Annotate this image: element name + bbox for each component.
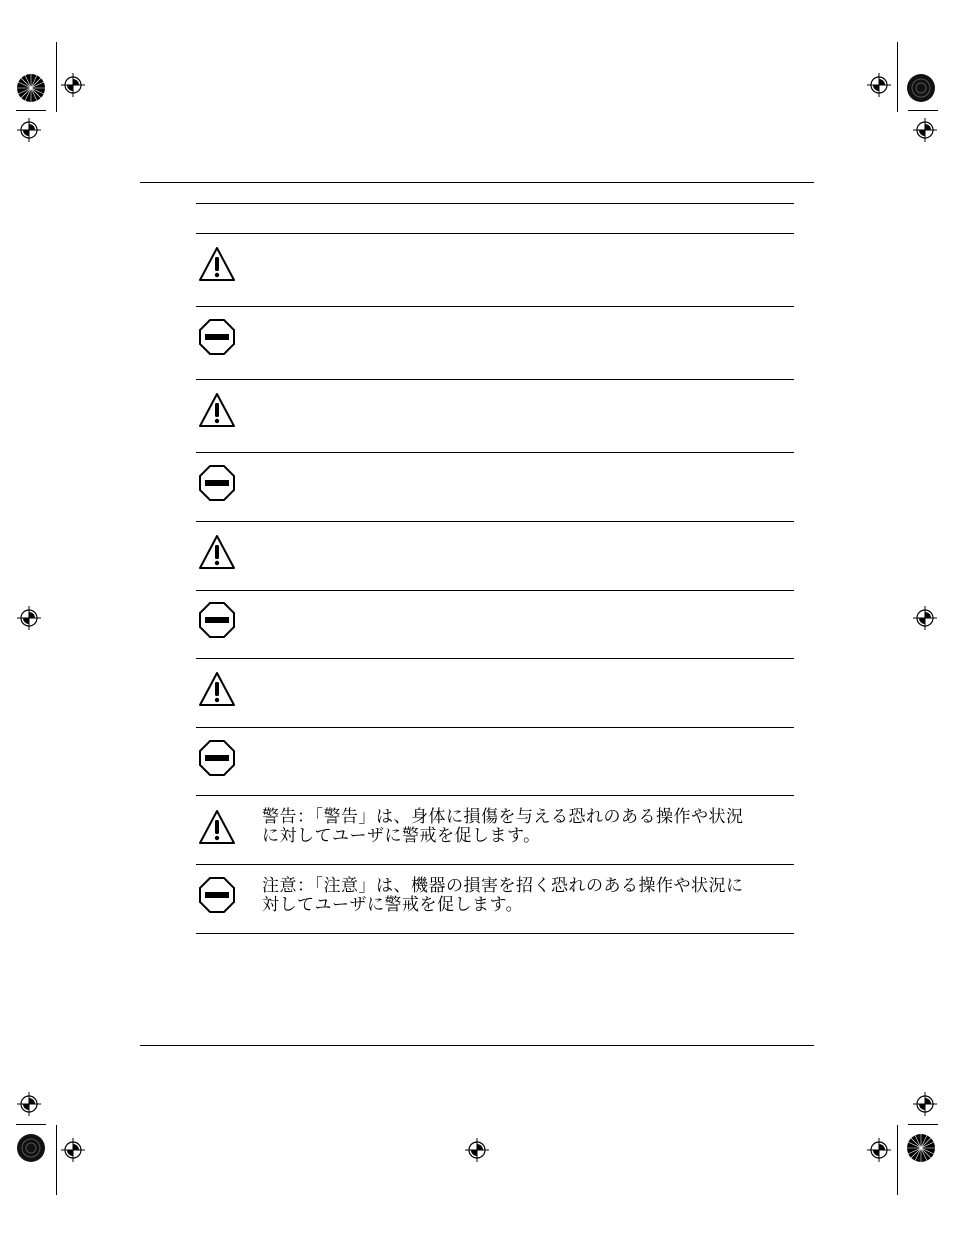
warning-triangle-icon <box>198 808 236 846</box>
row-divider <box>196 590 794 591</box>
warning-triangle-icon <box>198 670 236 708</box>
stop-octagon-icon <box>198 464 236 502</box>
warning-triangle-icon <box>198 533 236 571</box>
stop-octagon-icon <box>198 601 236 639</box>
warning-triangle-icon <box>198 245 236 283</box>
row-divider <box>196 379 794 380</box>
stop-octagon-icon <box>198 318 236 356</box>
row-divider <box>196 452 794 453</box>
row-divider <box>196 521 794 522</box>
warning-triangle-icon <box>198 391 236 429</box>
table-header-rule <box>196 233 794 234</box>
stop-octagon-icon <box>198 876 236 914</box>
row-divider <box>196 727 794 728</box>
row-divider <box>196 306 794 307</box>
notice-text-warning: 警告：「警告」は、身体に損傷を与える恐れのある操作や状況 に対してユーザに警戒を促します。 <box>262 807 744 846</box>
notice-text-caution: 注意：「注意」は、機器の損害を招く恐れのある操作や状況に 対してユーザに警戒を促します。 <box>262 876 744 915</box>
row-divider <box>196 864 794 865</box>
table-top-rule <box>196 203 794 204</box>
row-divider <box>196 658 794 659</box>
row-divider <box>196 795 794 796</box>
table-bottom-rule <box>196 933 794 934</box>
stop-octagon-icon <box>198 739 236 777</box>
